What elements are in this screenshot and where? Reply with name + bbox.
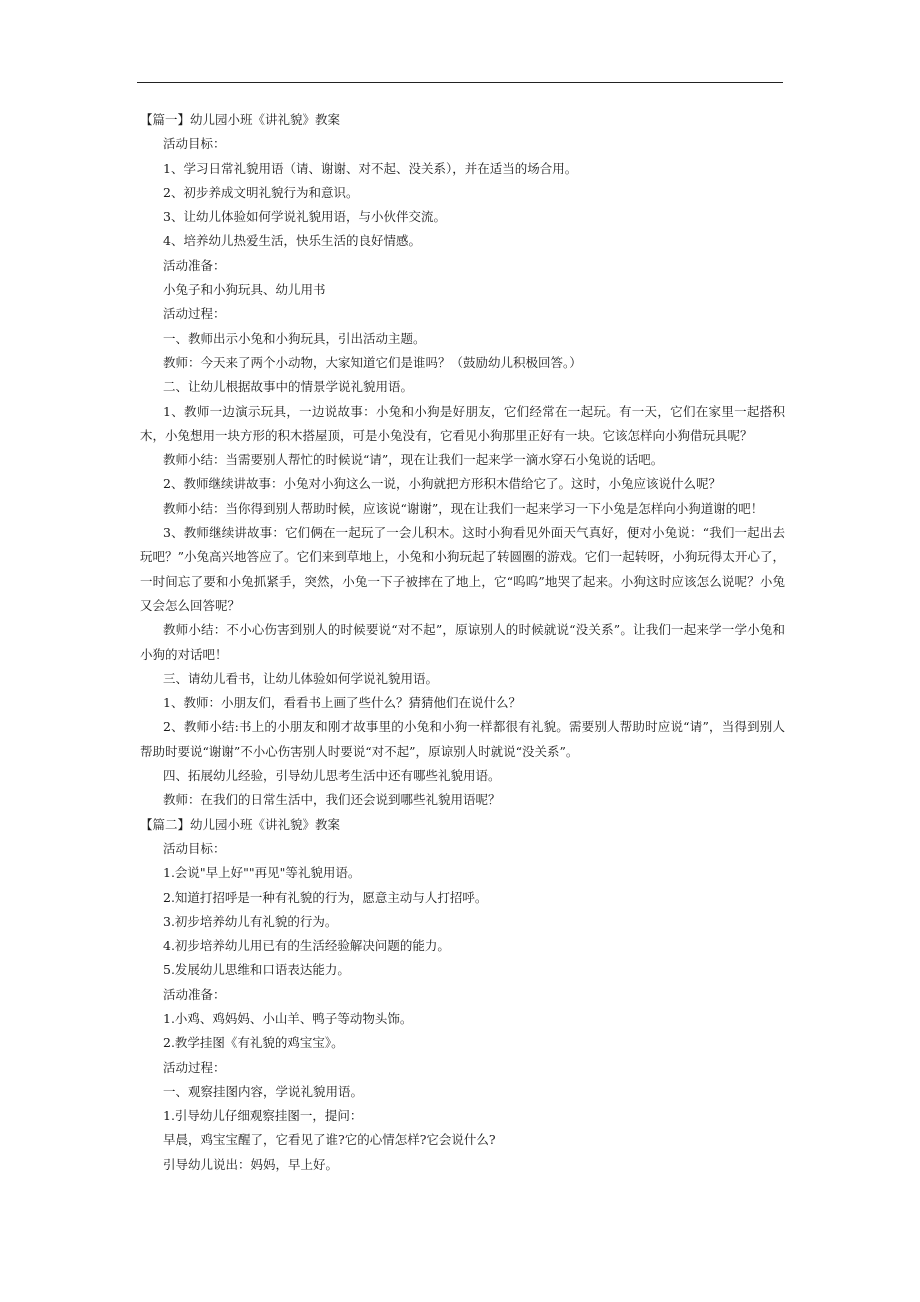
goal-item: 1.会说"早上好""再见"等礼貌用语。	[163, 865, 361, 881]
section-2-title: 【篇二】幼儿园小班《讲礼貌》教案	[140, 816, 341, 832]
goal-item: 4.初步培养幼儿用已有的生活经验解决问题的能力。	[163, 938, 450, 954]
paragraph: 二、让幼儿根据故事中的情景学说礼貌用语。	[163, 379, 414, 395]
paragraph: 1.引导幼儿仔细观察挂图一，提问：	[163, 1108, 363, 1124]
prep-item: 2.教学挂图《有礼貌的鸡宝宝》。	[163, 1035, 344, 1051]
process-heading: 活动过程：	[163, 306, 226, 322]
prep-item: 1.小鸡、鸡妈妈、小山羊、鸭子等动物头饰。	[163, 1010, 413, 1026]
prep-text: 小兔子和小狗玩具、幼儿用书	[163, 282, 326, 298]
process-heading: 活动过程：	[163, 1059, 226, 1075]
goals-heading: 活动目标：	[163, 840, 226, 856]
goal-item: 5.发展幼儿思维和口语表达能力。	[163, 962, 350, 978]
document-body	[140, 108, 785, 1177]
paragraph: 1、教师：小朋友们，看看书上画了些什么？猜猜他们在说什么？	[163, 695, 521, 711]
goal-item: 3.初步培养幼儿有礼貌的行为。	[163, 913, 338, 929]
paragraph: 一、观察挂图内容，学说礼貌用语。	[163, 1083, 364, 1099]
prep-heading: 活动准备：	[163, 257, 226, 273]
paragraph: 教师小结：不小心伤害到别人的时候要说“对不起”，原谅别人的时候就说“没关系”。让我们一起来学一学小兔和小狗的对话吧！	[140, 622, 785, 662]
paragraph: 教师小结：当需要别人帮忙的时候说“请”，现在让我们一起来学一滴水穿石小兔说的话吧。	[163, 452, 664, 468]
paragraph: 早晨，鸡宝宝醒了，它看见了谁?它的心情怎样?它会说什么?	[163, 1132, 496, 1148]
paragraph: 三、请幼儿看书，让幼儿体验如何学说礼貌用语。	[163, 670, 439, 686]
paragraph: 教师小结：当你得到别人帮助时候，应该说“谢谢”，现在让我们一起来学习一下小兔是怎样向小狗道谢的吧！	[163, 500, 764, 516]
paragraph: 引导幼儿说出：妈妈，早上好。	[163, 1156, 339, 1172]
goal-item: 4、培养幼儿热爱生活，快乐生活的良好情感。	[163, 233, 421, 249]
paragraph: 四、拓展幼儿经验，引导幼儿思考生活中还有哪些礼貌用语。	[163, 768, 501, 784]
paragraph: 教师：在我们的日常生活中，我们还会说到哪些礼貌用语呢？	[163, 792, 501, 808]
goals-heading: 活动目标：	[163, 136, 226, 152]
section-1-title: 【篇一】幼儿园小班《讲礼貌》教案	[140, 112, 341, 127]
paragraph: 一、教师出示小兔和小狗玩具，引出活动主题。	[163, 330, 426, 346]
goal-item: 1、学习日常礼貌用语（请、谢谢、对不起、没关系），并在适当的场合用。	[163, 160, 578, 176]
prep-heading: 活动准备：	[163, 986, 226, 1002]
paragraph: 2、教师继续讲故事：小兔对小狗这么一说，小狗就把方形积木借给它了。这时，小兔应该说什么呢？	[163, 476, 721, 492]
paragraph: 教师：今天来了两个小动物，大家知道它们是谁吗？（鼓励幼儿积极回答。）	[163, 354, 582, 370]
paragraph: 2、教师小结:书上的小朋友和刚才故事里的小兔和小狗一样都很有礼貌。需要别人帮助时应说“请”，当得到别人帮助时要说“谢谢”不小心伤害别人时要说“对不起”，原谅别人时就说“没关系”。	[140, 719, 785, 759]
goal-item: 3、让幼儿体验如何学说礼貌用语，与小伙伴交流。	[163, 209, 446, 225]
paragraph: 1、教师一边演示玩具，一边说故事：小兔和小狗是好朋友，它们经常在一起玩。有一天，它们在家里一起搭积木，小兔想用一块方形的积木搭屋顶，可是小兔没有，它看见小狗那里正好有一块。它该怎样向小狗借玩具呢？	[140, 403, 785, 443]
goal-item: 2.知道打招呼是一种有礼貌的行为，愿意主动与人打招呼。	[163, 889, 488, 905]
paragraph: 3、教师继续讲故事：它们俩在一起玩了一会儿积木。这时小狗看见外面天气真好，便对小兔说：“我们一起出去玩吧？”小兔高兴地答应了。它们来到草地上，小兔和小狗玩起了转圆圈的游戏。它们一起转呀，小狗玩得太开心了，一时间忘了要和小兔抓紧手，突然，小兔一下子被摔在了地上，它“呜呜”地哭了起来。小狗这时应该怎么说呢？小兔又会怎么回答呢？	[140, 525, 785, 613]
goal-item: 2、初步养成文明礼貌行为和意识。	[163, 184, 359, 200]
header-rule	[137, 82, 783, 83]
